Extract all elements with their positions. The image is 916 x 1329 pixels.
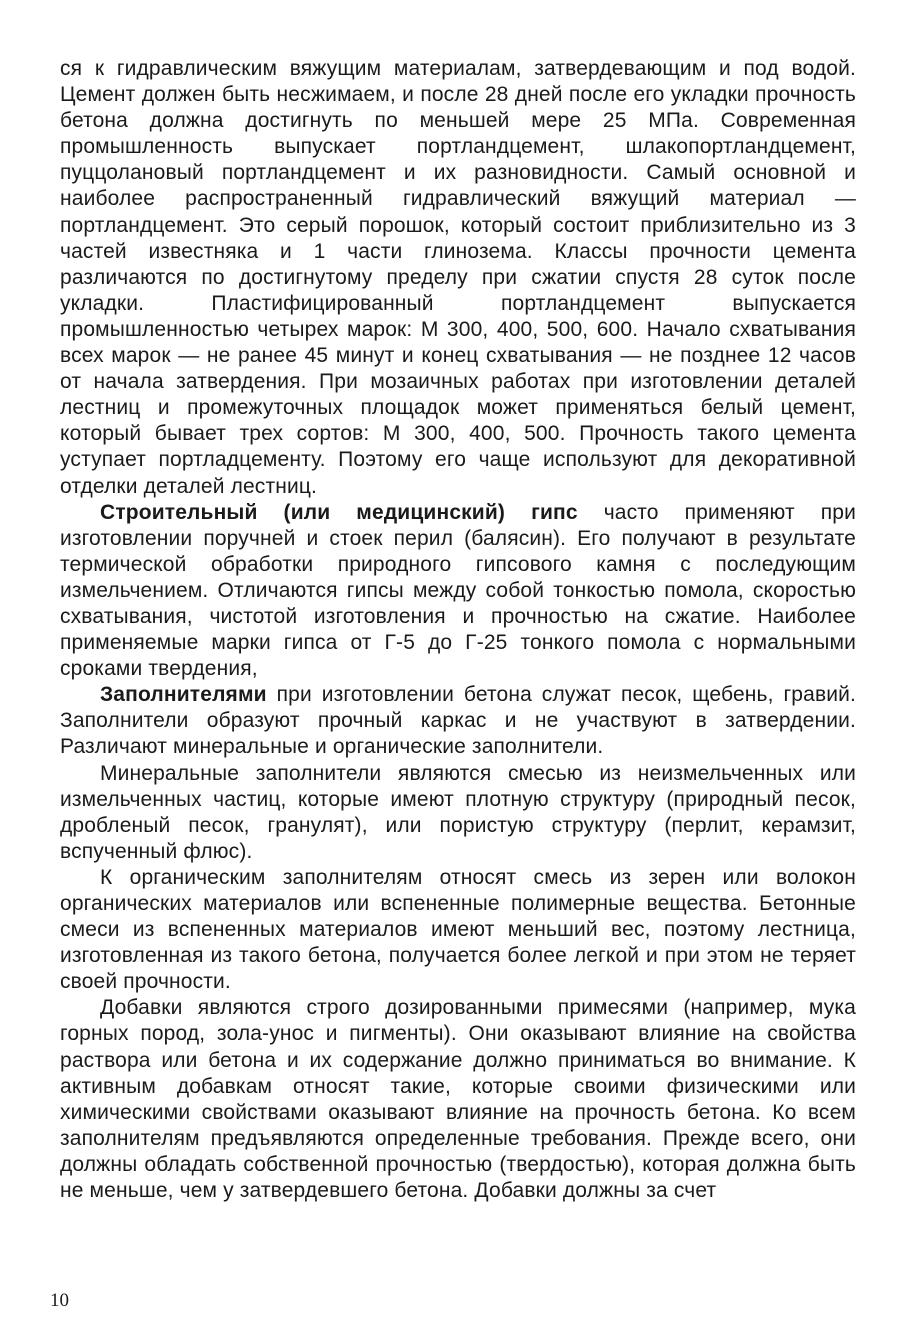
- paragraph-cement: [60, 56, 856, 500]
- page-number: 10: [50, 1290, 69, 1311]
- paragraph-text: часто применяют при изготовлении поручней и стоек перил (балясин). Его получают в результате термической обработки природного гипсового камня с последующим измельчением. Отличаются гипсы между собой тонкостью помола, скоростью схватывания, чистотой изготовления и прочностью на сжатие. Наиболее применяемые марки гипса от Г-5 до Г-25 тонкого помола с нормальными сроками твердения,: [60, 500, 856, 681]
- page-body: [60, 56, 856, 1204]
- paragraph-text: ся к гидравлическим вяжущим материалам, затвердевающим и под водой. Цемент должен быть несжимаем, и после 28 дней после его укладки прочность бетона должна достигнуть по меньшей мере 25 МПа. Современная промышленность выпускает портландцемент, шлакопортландцемент, пуццолановый портландцемент и их разновидности. Самый основной и наиболее распространенный гидравлический вяжущий материал — портландцемент. Это серый порошок, который состоит приблизительно из 3 частей известняка и 1 части глинозема. Классы прочности цемента различаются по достигнутому пределу при сжатии спустя 28 суток после укладки. Пластифицированный портландцемент выпускается промышленностью четырех марок: М 300, 400, 500, 600. Начало схватывания всех марок — не ранее 45 минут и конец схватывания — не позднее 12 часов от начала затвердения. При мозаичных работах при изготовлении деталей лестниц и промежуточных площадок может применяться белый цемент, который бывает трех сортов: М 300, 400, 500. Прочность такого цемента уступает портладцементу. Поэтому его чаще используют для декоративной отделки деталей лестниц.: [60, 57, 856, 498]
- paragraph-additives: [60, 995, 856, 1204]
- paragraph-lead: Строительный (или медицинский) гипс: [100, 500, 578, 524]
- paragraph-mineral-aggregates: [60, 761, 856, 865]
- paragraph-text: Добавки являются строго дозированными примесями (например, мука горных пород, зола-унос и пигменты). Они оказывают влияние на свойства раствора или бетона и их содержание должно приниматься во внимание. К активным добавкам относят такие, которые своими физическими или химическими свойствами оказывают влияние на прочность бетона. Ко всем заполнителям предъявляются определенные требования. Прежде всего, они должны обладать собственной прочностью (твердостью), которая должна быть не меньше, чем у затвердевшего бетона. Добавки должны за счет: [60, 996, 856, 1203]
- paragraph-organic-aggregates: [60, 865, 856, 995]
- paragraph-text: при изготовлении бетона служат песок, щебень, гравий. Заполнители образуют прочный каркас и не участвуют в затвердении. Различают минеральные и органические заполнители.: [60, 683, 856, 759]
- paragraph-text: Минеральные заполнители являются смесью из неизмельченных или измельченных частиц, которые имеют плотную структуру (природный песок, дробленый песок, гранулят), или пористую структуру (перлит, керамзит, вспученный флюс).: [60, 761, 856, 863]
- paragraph-gypsum: [60, 500, 856, 683]
- paragraph-text: К органическим заполнителям относят смесь из зерен или волокон органических материалов или вспененные полимерные вещества. Бетонные смеси из вспененных материалов имеют меньший вес, поэтому лестница, изготовленная из такого бетона, получается более легкой и при этом не теряет своей прочности.: [60, 865, 856, 994]
- paragraph-aggregates: [60, 682, 856, 760]
- paragraph-lead: Заполнителями: [100, 683, 267, 707]
